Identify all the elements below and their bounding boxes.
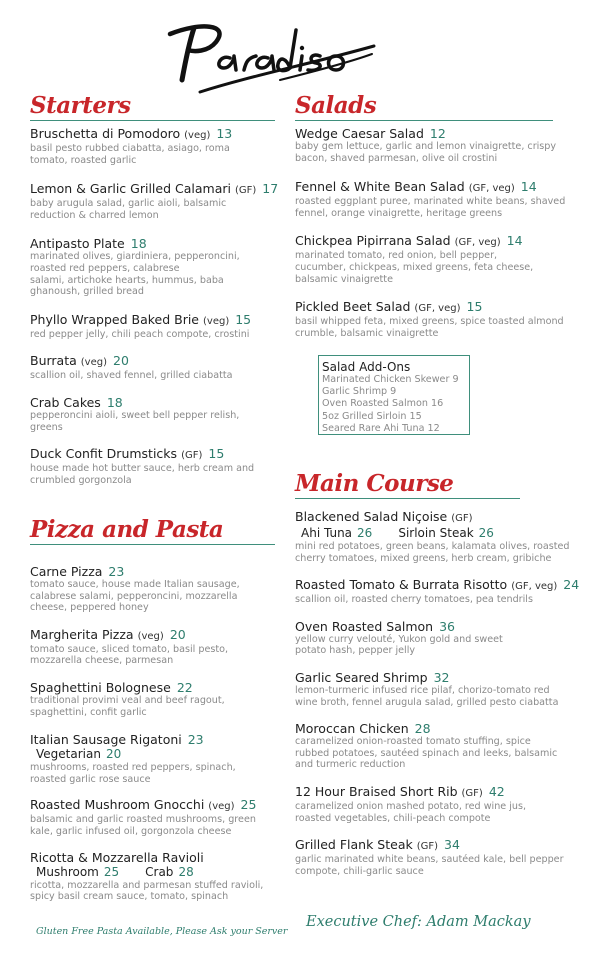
option-price: 20 [105,747,122,762]
menu-item-description: cucumber, chickpeas, mixed greens, feta cheese, [295,261,534,273]
menu-item-description: lemon-turmeric infused rice pilaf, chorizo-tomato red [295,684,550,696]
executive-chef: Executive Chef: Adam Mackay [306,914,531,930]
menu-item-name-row [30,312,275,329]
menu-item [30,181,279,221]
menu-item-name: Crab Cakes [30,394,101,410]
menu-item-name: Fennel & White Bean Salad [295,179,465,195]
menu-item-description: roasted eggplant puree, marinated white beans, shaved [295,196,566,208]
menu-item-options [30,747,275,762]
menu-item-price: 12 [429,126,446,141]
menu-item-description: balsamic vinaigrette [295,273,393,285]
menu-item-description: traditional provimi veal and beef ragout, [30,694,225,706]
addon-line: Garlic Shrimp 9 [322,386,397,398]
menu-item-description: marinated tomato, red onion, bell pepper, [295,250,498,262]
dietary-tag: (veg) [203,315,230,327]
menu-item [295,837,585,877]
menu-item-name: Carne Pizza [30,564,103,579]
addon-line: Oven Roasted Salmon 16 [322,398,444,410]
menu-item-description: crumbled gorgonzola [30,474,132,486]
option-label: Vegetarian [36,747,101,762]
menu-item-name-row [30,236,275,251]
menu-item-name-row [295,179,585,196]
menu-item-description: pepperoncini aioli, sweet bell pepper relish, [30,409,240,421]
menu-item-price: 42 [488,783,505,799]
dietary-tag: (GF) [234,185,257,197]
menu-item-name: Garlic Seared Shrimp [295,669,428,685]
menu-item-description: greens [30,421,63,433]
addon-line: 5oz Grilled Sirloin 15 [322,410,422,422]
option-label: Sirloin Steak [398,526,474,540]
menu-item-name-row [30,680,275,695]
menu-item-description: caramelized onion mashed potato, red wine jus, [295,800,527,812]
menu-item-name: Bruschetta di Pomodoro [30,126,181,141]
dietary-tag: (veg) [137,630,164,642]
pizza-pasta-section [30,516,275,551]
menu-item-price: 15 [466,299,483,315]
menu-item-description: roasted red peppers, calabrese [30,262,180,274]
menu-item-description: scallion oil, roasted cherry tomatoes, pea tendrils [295,594,533,606]
menu-item-description: bacon, shaved parmesan, olive oil crostini [295,152,498,164]
menu-item-description: salami, artichoke hearts, hummus, baba [30,274,224,286]
menu-item [295,299,585,339]
menu-item-description: compote, chili-garlic sauce [295,865,424,877]
menu-item [30,627,275,667]
menu-item-name: Grilled Flank Steak [295,837,413,853]
menu-item-price: 15 [208,446,225,462]
menu-item-description: yellow curry velouté, Yukon gold and sweet [295,633,503,645]
menu-item-description: cheese, peppered honey [30,602,149,614]
option-label: Mushroom [36,864,99,879]
menu-item-price: 18 [106,394,123,410]
starters-list [30,126,279,486]
menu-item [295,509,585,564]
menu-item-description: kale, garlic infused oil, gorgonzola cheese [30,825,232,837]
menu-item-name-row [30,181,279,198]
menu-item-description: potato hash, pepper jelly [295,645,416,657]
menu-item-price: 32 [433,669,450,685]
menu-item [295,670,585,708]
menu-item [295,619,585,657]
menu-item-name-row [30,395,275,410]
addons-title: Salad Add-Ons [322,360,411,374]
menu-item-description: calabrese salami, pepperoncini, mozzarella [30,590,238,602]
menu-item-name: Blackened Salad Niçoise [295,509,448,524]
dietary-tag: (GF, veg) [468,183,515,195]
menu-item-options [295,526,585,541]
menu-item-name-row [295,509,585,526]
dietary-tag: (GF) [451,513,473,524]
menu-item-name: Moroccan Chicken [295,721,409,737]
menu-item [30,850,275,903]
menu-item-description: cherry tomatoes, mixed greens, herb cream, gribiche [295,552,552,564]
menu-item-description: balsamic and garlic roasted mushrooms, green [30,814,256,826]
section-divider [295,498,520,499]
menu-item-description: reduction & charred lemon [30,209,159,221]
menu-item-name: Margherita Pizza [30,626,134,642]
menu-item-description: wine broth, fennel arugula salad, grilled pesto ciabatta [295,696,559,708]
menu-item-price: 17 [262,181,279,197]
menu-item-description: mozzarella cheese, parmesan [30,655,174,667]
menu-item-description: red pepper jelly, chili peach compote, crostini [30,328,250,340]
menu-item-name: Phyllo Wrapped Baked Brie [30,311,199,327]
menu-item-name: Oven Roasted Salmon [295,618,434,634]
dietary-tag: (veg) [80,357,108,369]
menu-item-description: roasted garlic rose sauce [30,773,151,785]
section-title-salads: Salads [295,92,377,119]
salad-addons-box [318,355,470,435]
dietary-tag: (GF, veg) [414,303,461,315]
menu-item-price: 36 [439,618,455,634]
option-price: 25 [103,864,120,879]
menu-item-description: fennel, orange vinaigrette, heritage greens [295,207,503,219]
menu-item-description: mini red potatoes, green beans, kalamata olives, roasted [295,541,570,552]
option-label: Crab [145,864,174,879]
option-price: 26 [478,526,494,540]
dietary-tag: (GF, veg) [511,581,558,593]
menu-item [30,797,275,837]
menu-item [30,395,275,433]
main-course-list [295,509,585,877]
menu-item-price: 23 [187,732,204,748]
menu-item-name: Spaghettini Bolognese [30,679,171,695]
menu-item [295,126,585,164]
dietary-tag: (veg) [208,801,235,813]
menu-item-price: 20 [169,626,186,642]
menu-item [30,446,275,486]
menu-item-name: Wedge Caesar Salad [295,126,424,141]
menu-item-description: roasted vegetables, chili-peach compote [295,812,491,824]
menu-item [295,233,585,285]
menu-item [30,126,275,166]
menu-item [295,721,585,771]
menu-item-price: 24 [563,577,580,593]
menu-item-description: rubbed potatoes, sautéed spinach and leeks, balsamic [295,747,558,759]
menu-item-name-row [295,619,585,634]
addon-line: Seared Rare Ahi Tuna 12 [322,422,440,434]
pizza-pasta-list [30,564,275,903]
menu-item-description: basil whipped feta, mixed greens, spice toasted almond [295,316,564,328]
menu-item-name-row [30,627,275,644]
menu-item-description: basil pesto rubbed ciabatta, asiago, roma [30,143,230,154]
menu-item-name-row [30,850,275,865]
menu-item-description: scallion oil, shaved fennel, grilled ciabatta [30,370,233,382]
menu-item-price: 14 [520,179,537,195]
section-divider [30,120,275,121]
menu-item-name: Italian Sausage Rigatoni [30,732,182,748]
option-price: 26 [357,526,373,540]
menu-item [30,312,275,341]
menu-item-name: Burrata [30,353,77,369]
menu-item-price: 14 [506,233,523,249]
menu-item-description: tomato, roasted garlic [30,154,137,166]
dietary-tag: (GF, veg) [454,237,501,249]
menu-item-name: Chickpea Pipirrana Salad [295,233,451,249]
menu-item-name-row [295,126,585,141]
menu-item-price: 25 [240,797,257,813]
menu-item-price: 13 [216,126,233,141]
menu-item-description: mushrooms, roasted red peppers, spinach, [30,762,236,774]
section-title-starters: Starters [30,92,131,119]
main-course-section [295,470,585,505]
menu-item-name-row [295,299,585,316]
menu-item-name-row [30,446,275,463]
menu-item-name: 12 Hour Braised Short Rib [295,783,458,799]
menu-item-description: tomato sauce, house made Italian sausage, [30,579,240,590]
menu-item-description: house made hot butter sauce, herb cream and [30,463,255,475]
menu-item-description: crumble, balsamic vinaigrette [295,327,439,339]
section-divider [30,544,275,545]
dietary-tag: (GF) [181,450,203,462]
menu-item-description: tomato sauce, sliced tomato, basil pesto, [30,643,229,655]
menu-item [295,179,585,219]
menu-item-name: Roasted Mushroom Gnocchi [30,797,205,813]
menu-item-description: and turmeric reduction [295,759,406,771]
dietary-tag: (GF) [461,787,483,799]
dietary-tag: (GF) [416,841,439,853]
menu-item-name-row [30,126,275,143]
menu-item-name-row [295,784,585,801]
menu-item-description: spaghettini, confit garlic [30,706,147,718]
salads-list [295,126,585,339]
menu-item-price: 18 [130,236,147,252]
menu-item-name-row [295,670,585,685]
menu-item-name-row [30,797,275,814]
menu-item-description: baby arugula salad, garlic aioli, balsamic [30,198,227,210]
menu-item-name-row [30,564,275,579]
menu-item-description: caramelized onion-roasted tomato stuffing, spice [295,736,531,748]
menu-item-name-row [295,837,585,854]
menu-item [30,236,275,297]
paradiso-logo [160,18,380,98]
menu-item-name: Roasted Tomato & Burrata Risotto [295,577,508,593]
menu-item-name-row [30,353,275,370]
menu-item [30,680,275,718]
menu-item-price: 23 [108,564,125,579]
menu-item-name-row [295,233,585,250]
menu-item-name: Antipasto Plate [30,236,125,252]
menu-item [30,353,275,382]
menu-item [295,577,585,606]
menu-item-name: Pickled Beet Salad [295,299,411,315]
menu-item-name-row [295,577,585,594]
dietary-tag: (veg) [184,130,211,141]
menu-item-description: ghanoush, grilled bread [30,286,145,298]
menu-item-name: Duck Confit Drumsticks [30,446,178,462]
menu-item-price: 20 [113,353,129,369]
menu-item [295,784,585,824]
starters-section [30,92,275,127]
menu-item-description: ricotta, mozzarella and parmesan stuffed ravioli, [30,879,264,891]
menu-item-options [30,865,275,880]
menu-item-name-row [295,721,585,736]
menu-item [30,564,275,614]
menu-item-name: Ricotta & Mozzarella Ravioli [30,849,204,865]
menu-item-price: 28 [414,721,431,737]
gluten-free-note: Gluten Free Pasta Available, Please Ask your Server [36,926,288,937]
addon-line: Marinated Chicken Skewer 9 [322,374,459,385]
menu-item-description: marinated olives, giardiniera, pepperoncini, [30,251,240,263]
menu-item [30,732,275,785]
option-label: Ahi Tuna [301,526,353,540]
menu-item-description: garlic marinated white beans, sautéed kale, bell pepper [295,854,564,866]
menu-item-name: Lemon & Garlic Grilled Calamari [30,181,231,197]
option-price: 28 [178,864,194,879]
salads-section [295,92,585,127]
section-title-pizza-pasta: Pizza and Pasta [30,516,224,543]
section-divider [295,120,553,121]
section-title-main-course: Main Course [295,470,454,497]
menu-item-description: spicy basil cream sauce, tomato, spinach [30,891,229,903]
menu-item-price: 34 [444,837,460,853]
menu-item-name-row [30,732,275,747]
menu-item-price: 15 [235,311,252,327]
menu-item-price: 22 [176,679,193,695]
menu-item-description: baby gem lettuce, garlic and lemon vinaigrette, crispy [295,141,557,152]
